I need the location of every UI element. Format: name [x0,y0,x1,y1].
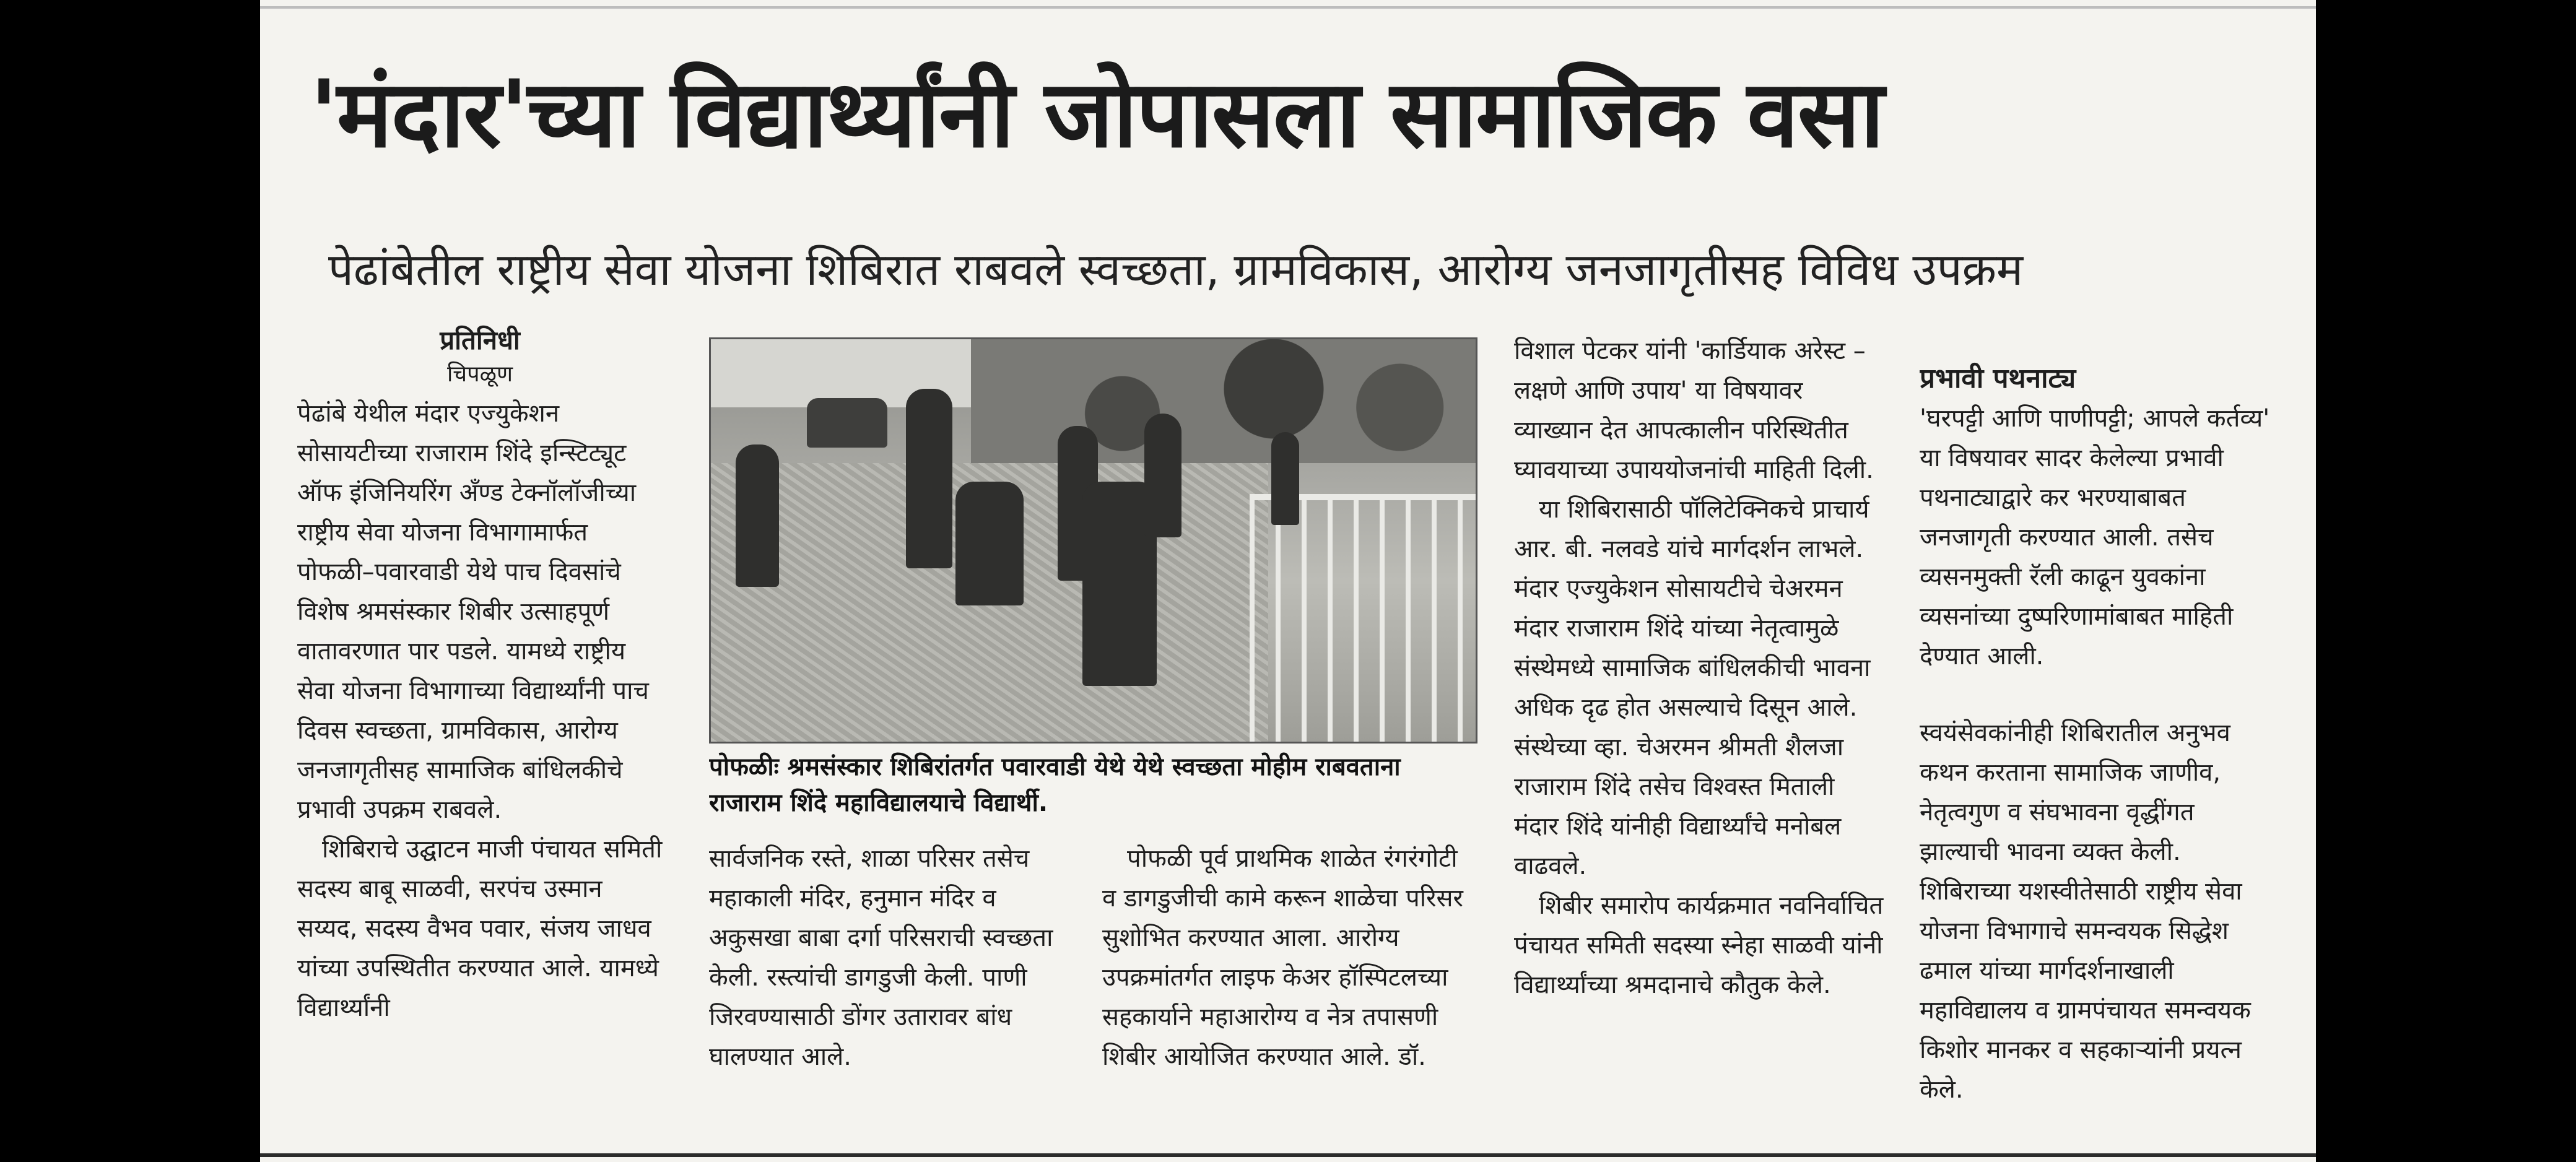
byline: प्रतिनिधी [440,325,520,355]
photo-person [1271,432,1299,525]
column-3 [1102,839,1474,1136]
headline: 'मंदार'च्या विद्यार्थ्यांनी जोपासला सामाजिक वसा [310,61,1883,168]
photo-fence [1250,494,1476,744]
news-photo [709,337,1477,744]
col2-paragraph-1: सार्वजनिक रस्ते, शाळा परिसर तसेच महाकाली मंदिर, हनुमान मंदिर व अकुसखा बाबा दर्गा परिसराची स्वच्छता केली. रस्त्यांची डागडुजी केली. पाणी जिरवण्यासाठी डोंगर उतारावर बांध घालण्यात आले. [709,844,1053,1071]
dateline: चिपळूण [446,362,513,387]
col4-paragraph-2: या शिबिरासाठी पॉलिटेक्निकचे प्राचार्य आर. बी. नलवडे यांचे मार्गदर्शन लाभले. मंदार एज्युकेशन सोसायटीचे चेअरमन मंदार राजाराम शिंदे यांच्या नेतृत्वामुळे संस्थेमध्ये सामाजिक बांधिलकीची भावना अधिक दृढ होत असल्याचे दिसून आले. संस्थेच्या व्हा. चेअरमन श्रीमती शैलजा राजाराम शिंदे तसेच विश्वस्त मिताली मंदार शिंदे यांनीही विद्यार्थ्यांचे मनोबल वाढवले. [1514,495,1871,880]
bottom-rule [260,1153,2316,1157]
newspaper-clipping [260,0,2316,1162]
column-2 [709,839,1081,1136]
col5-paragraph-1: 'घरपट्टी आणि पाणीपट्टी; आपले कर्तव्य' या विषयावर सादर केलेल्या प्रभावी पथनाट्याद्वारे कर भरण्याबाबत जनजागृती करण्यात आली. तसेच व्यसनमुक्ती रॅली काढून युवकांना व्यसनांच्या दुष्परिणामांबाबत माहिती देण्यात आली. [1920,404,2270,670]
col5-paragraph-2: स्वयंसेवकांनीही शिबिरातील अनुभव कथन करताना सामाजिक जाणीव, नेतृत्वगुण व संघभावना वृद्धींगत झाल्याची भावना व्यक्त केली. शिबिराच्या यशस्वीतेसाठी राष्ट्रीय सेवा योजना विभागाचे समन्वयक सिद्धेश ढमाल यांच्या मार्गदर्शनाखाली महाविद्यालय व ग्रामपंचायत समन्वयक किशोर मानकर व सहकाऱ्यांनी प्रयत्न केले. [1920,719,2251,1104]
subheadline: पेढांबेतील राष्ट्रीय सेवा योजना शिबिरात राबवले स्वच्छता, ग्रामविकास, आरोग्य जनजागृतीसह विविध उपक्रम [328,243,2024,295]
photo-person [906,389,952,568]
col1-paragraph-2: शिबिराचे उद्घाटन माजी पंचायत समिती सदस्य बाबू साळवी, सरपंच उस्मान सय्यद, सदस्य वैभव पवार, संजय जाधव यांच्या उपस्थितीत करण्यात आले. यामध्ये विद्यार्थ्यांनी [297,835,663,1022]
column-5 [1920,359,2279,1139]
col4-paragraph-1: विशाल पेटकर यांनी 'कार्डियाक अरेस्ट – लक्षणे आणि उपाय' या विषयावर व्याख्यान देत आपत्कालीन परिस्थितीत घ्यावयाच्या उपाययोजनांची माहिती दिली. [1514,337,1874,484]
col3-paragraph-1: पोफळी पूर्व प्राथमिक शाळेत रंगरंगोटी व डागडुजीची कामे करून शाळेचा परिसर सुशोभित करण्यात आला. आरोग्य उपक्रमांतर्गत लाइफ केअर हॉस्पिटलच्या सहकार्याने महाआरोग्य व नेत्र तपासणी शिबीर आयोजित करण्यात आले. डॉ. [1102,844,1463,1071]
photo-person [955,482,1024,605]
column-4 [1514,331,1886,1139]
photo-person [736,444,779,587]
photo-person [1144,414,1181,537]
column-1 [297,322,663,1139]
photo-caption: पोफळीः श्रमसंस्कार शिबिरांतर्गत पवारवाडी येथे येथे स्वच्छता मोहीम राबवताना राजाराम शिंदे महाविद्यालयाचे विद्यार्थी. [709,753,1401,817]
photo-trees [971,339,1476,463]
photo-car [807,398,887,448]
col4-paragraph-3: शिबीर समारोप कार्यक्रमात नवनिर्वाचित पंचायत समिती सदस्या स्नेहा साळवी यांनी विद्यार्थ्यांच्या श्रमदानाचे कौतुक केले. [1514,891,1884,999]
top-rule [260,6,2316,9]
section-heading: प्रभावी पथनाट्य [1920,363,2076,394]
col1-paragraph-1: पेढांबे येथील मंदार एज्युकेशन सोसायटीच्या राजाराम शिंदे इन्स्टिट्यूट ऑफ इंजिनियरिंग अँण्ड टेक्नॉलॉजीच्या राष्ट्रीय सेवा योजना विभागामार्फत पोफळी–पवारवाडी येथे पाच दिवसांचे विशेष श्रमसंस्कार शिबीर उत्साहपूर्ण वातावरणात पार पडले. यामध्ये राष्ट्रीय सेवा योजना विभागाच्या विद्यार्थ्यांनी पाच दिवस स्वच्छता, ग्रामविकास, आरोग्य जनजागृतीसह सामाजिक बांधिलकीचे प्रभावी उपक्रम राबवले. [297,399,649,824]
